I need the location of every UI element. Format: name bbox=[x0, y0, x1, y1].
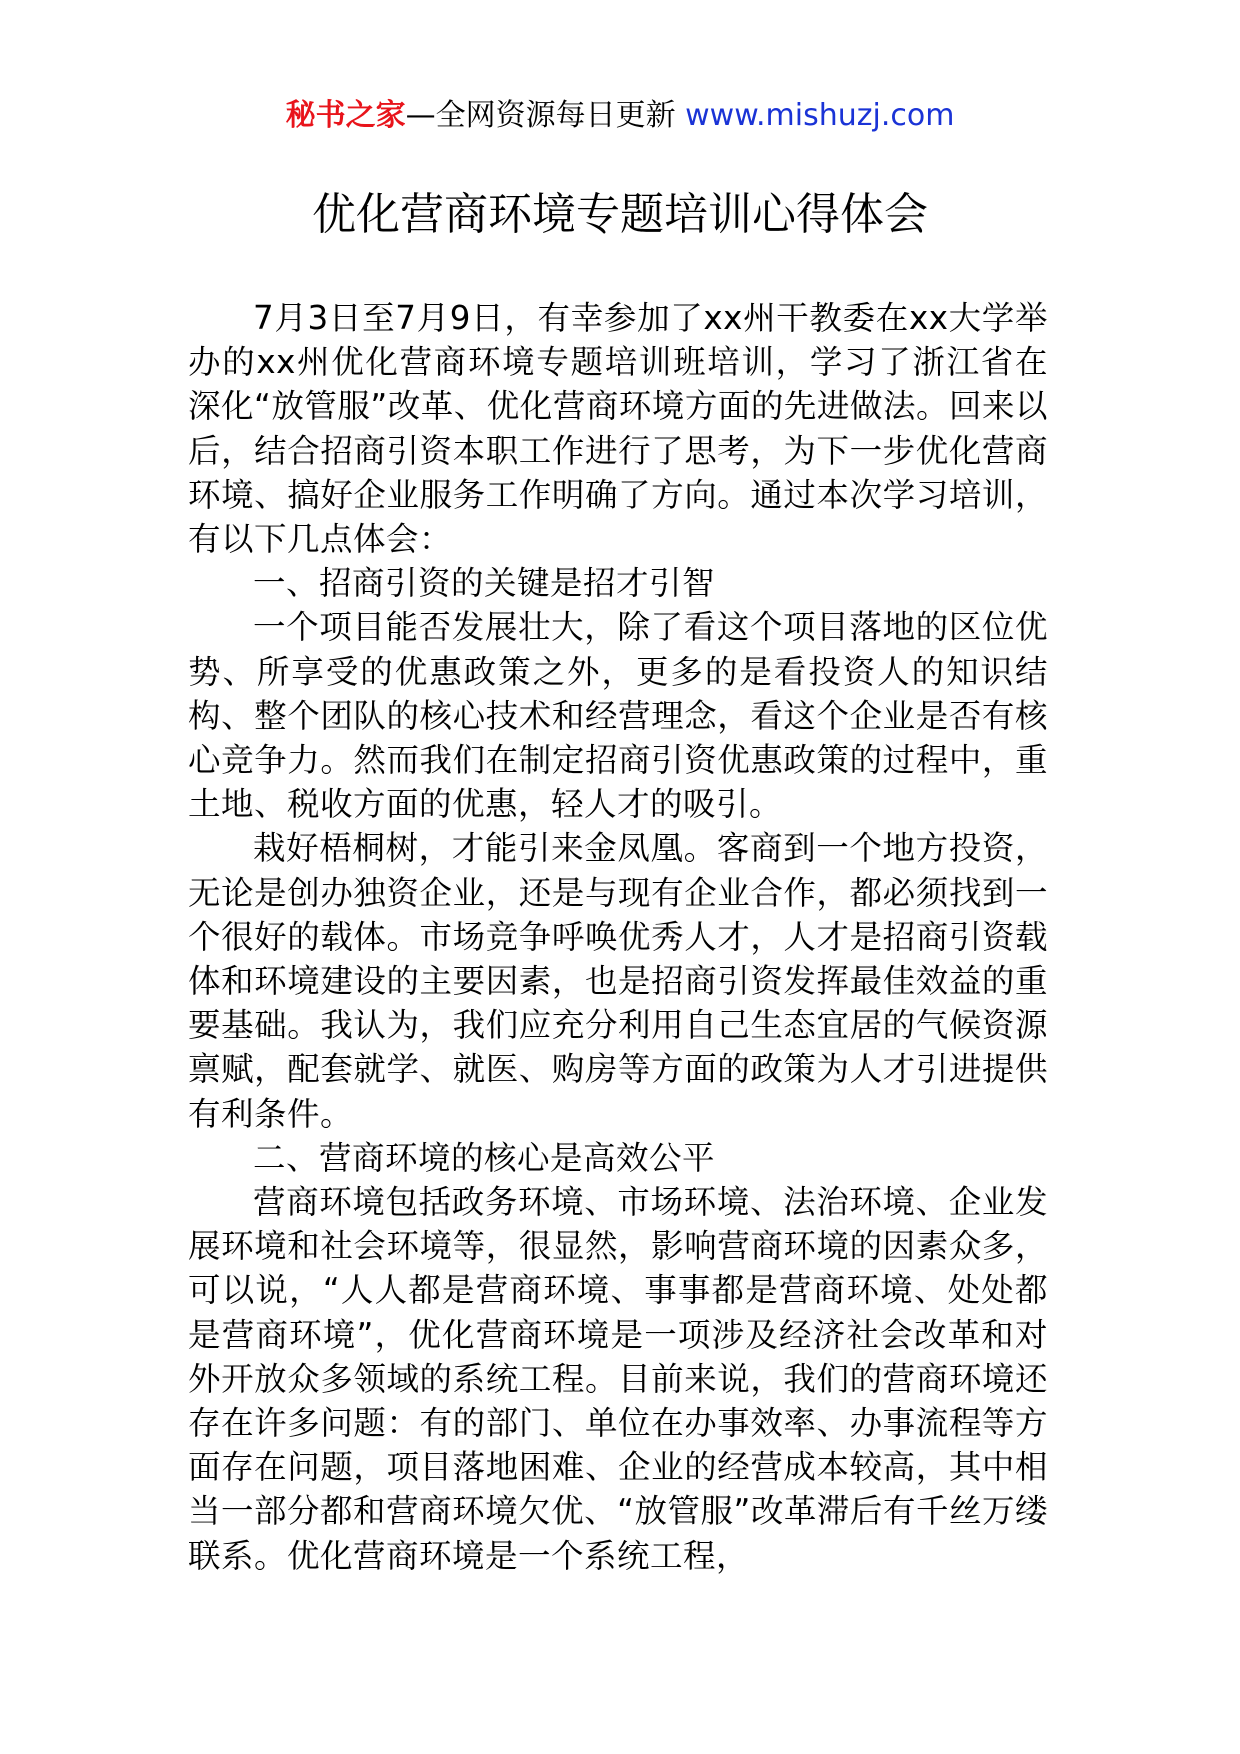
site-url-link[interactable]: www.mishuzj.com bbox=[685, 98, 955, 133]
paragraph: 一个项目能否发展壮大，除了看这个项目落地的区位优势、所享受的优惠政策之外，更多的是看投资人的知识结构、整个团队的核心技术和经营理念，看这个企业是否有核心竞争力。然而我们在制定招商引资优惠政策的过程中，重土地、税收方面的优惠，轻人才的吸引。 bbox=[188, 608, 1048, 824]
site-brand: 秘书之家 bbox=[285, 98, 406, 133]
paragraph: 栽好梧桐树，才能引来金凤凰。客商到一个地方投资，无论是创办独资企业，还是与现有企业合作，都必须找到一个很好的载体。市场竞争呼唤优秀人才，人才是招商引资载体和环境建设的主要因素，也是招商引资发挥最佳效益的重要基础。我认为，我们应充分利用自己生态宜居的气候资源禀赋，配套就学、就医、购房等方面的政策为人才引进提供有利条件。 bbox=[188, 829, 1048, 1133]
section-heading-1: 一、招商引资的关键是招才引智 bbox=[253, 564, 716, 603]
site-banner bbox=[0, 96, 1240, 136]
document-body bbox=[188, 296, 1048, 1578]
paragraph-intro: 7月3日至7月9日，有幸参加了xx州干教委在xx大学举办的xx州优化营商环境专题培训班培训，学习了浙江省在深化“放管服”改革、优化营商环境方面的先进做法。回来以后，结合招商引资本职工作进行了思考，为下一步优化营商环境、搞好企业服务工作明确了方向。通过本次学习培训，有以下几点体会： bbox=[188, 299, 1048, 559]
section-heading-2: 二、营商环境的核心是高效公平 bbox=[253, 1138, 716, 1177]
document-title: 优化营商环境专题培训心得体会 bbox=[312, 189, 928, 240]
paragraph: 营商环境包括政务环境、市场环境、法治环境、企业发展环境和社会环境等，很显然，影响营商环境的因素众多，可以说，“人人都是营商环境、事事都是营商环境、处处都是营商环境”，优化营商环境是一项涉及经济社会改革和对外开放众多领域的系统工程。目前来说，我们的营商环境还存在许多问题：有的部门、单位在办事效率、办事流程等方面存在问题，项目落地困难、企业的经营成本较高，其中相当一部分都和营商环境欠优、“放管服”改革滞后有千丝万缕联系。优化营商环境是一个系统工程， bbox=[188, 1183, 1048, 1575]
site-tagline: —全网资源每日更新 bbox=[405, 98, 686, 133]
